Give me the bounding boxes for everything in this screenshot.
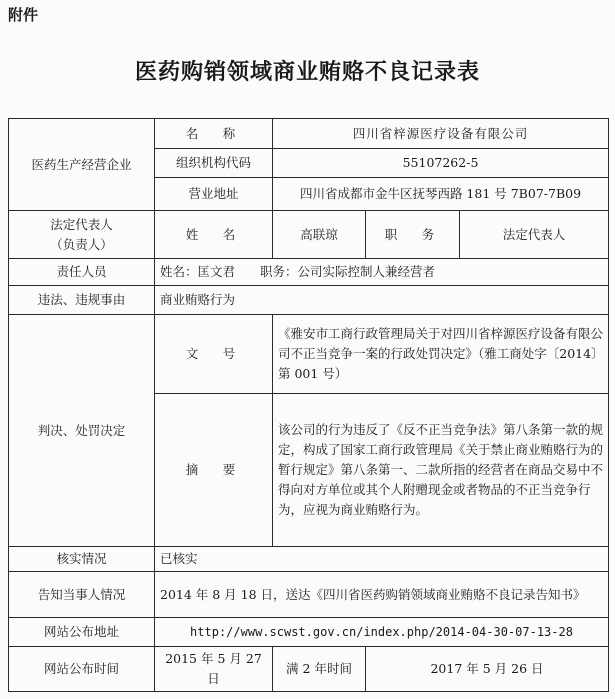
company-name-value: 四川省梓源医疗设备有限公司 — [273, 119, 609, 149]
verification-label: 核实情况 — [9, 547, 155, 572]
summary-label: 摘 要 — [155, 394, 273, 547]
violation-label: 违法、违规事由 — [9, 286, 155, 315]
responsible-label: 责任人员 — [9, 259, 155, 286]
notification-label: 告知当事人情况 — [9, 572, 155, 618]
legal-rep-name-value: 高联琼 — [273, 211, 366, 259]
notification-value: 2014 年 8 月 18 日，送达《四川省医药购销领域商业贿赂不良记录告知书》 — [155, 572, 609, 618]
responsible-value: 姓名：匡文君 职务：公司实际控制人兼经营者 — [155, 259, 609, 286]
expire-value: 2017 年 5 月 26 日 — [366, 647, 609, 692]
company-name-label: 名 称 — [155, 119, 273, 149]
verification-value: 已核实 — [155, 547, 609, 572]
legal-rep-label-line1: 法定代表人 — [50, 216, 113, 232]
website-value[interactable]: http://www.scwst.gov.cn/index.php/2014-04-30-07-13-28 — [155, 618, 609, 647]
company-section-label: 医药生产经营企业 — [9, 119, 155, 211]
address-label: 营业地址 — [155, 178, 273, 211]
publish-time-label: 网站公布时间 — [9, 647, 155, 692]
legal-rep-position-label: 职 务 — [366, 211, 460, 259]
legal-rep-position-value: 法定代表人 — [460, 211, 609, 259]
publish-time-value: 2015 年 5 月 27 日 — [155, 647, 273, 692]
expire-label: 满 2 年时间 — [273, 647, 366, 692]
legal-rep-label-line2: （负责人） — [50, 236, 113, 252]
attachment-label: 附件 — [8, 6, 39, 24]
record-table — [8, 118, 609, 692]
judgement-label: 判决、处罚决定 — [9, 315, 155, 547]
violation-value: 商业贿赂行为 — [155, 286, 609, 315]
website-label: 网站公布地址 — [9, 618, 155, 647]
legal-rep-label — [9, 211, 155, 259]
doc-number-value: 《雅安市工商行政管理局关于对四川省梓源医疗设备有限公司不正当竞争一案的行政处罚决定》（雅工商处字〔2014〕第 001 号） — [273, 315, 609, 394]
doc-number-label: 文 号 — [155, 315, 273, 394]
document-title: 医药购销领域商业贿赂不良记录表 — [134, 59, 480, 85]
org-code-value: 55107262-5 — [273, 149, 609, 178]
summary-value: 该公司的行为违反了《反不正当竞争法》第八条第一款的规定，构成了国家工商行政管理局《关于禁止商业贿赂行为的暂行规定》第八条第一、二款所指的经营者在商品交易中不得向对方单位或其个人附赠现金或者物品的不正当竞争行为，应视为商业贿赂行为。 — [273, 394, 609, 547]
org-code-label: 组织机构代码 — [155, 149, 273, 178]
address-value: 四川省成都市金牛区抚琴西路 181 号 7B07-7B09 — [273, 178, 609, 211]
legal-rep-name-label: 姓 名 — [155, 211, 273, 259]
